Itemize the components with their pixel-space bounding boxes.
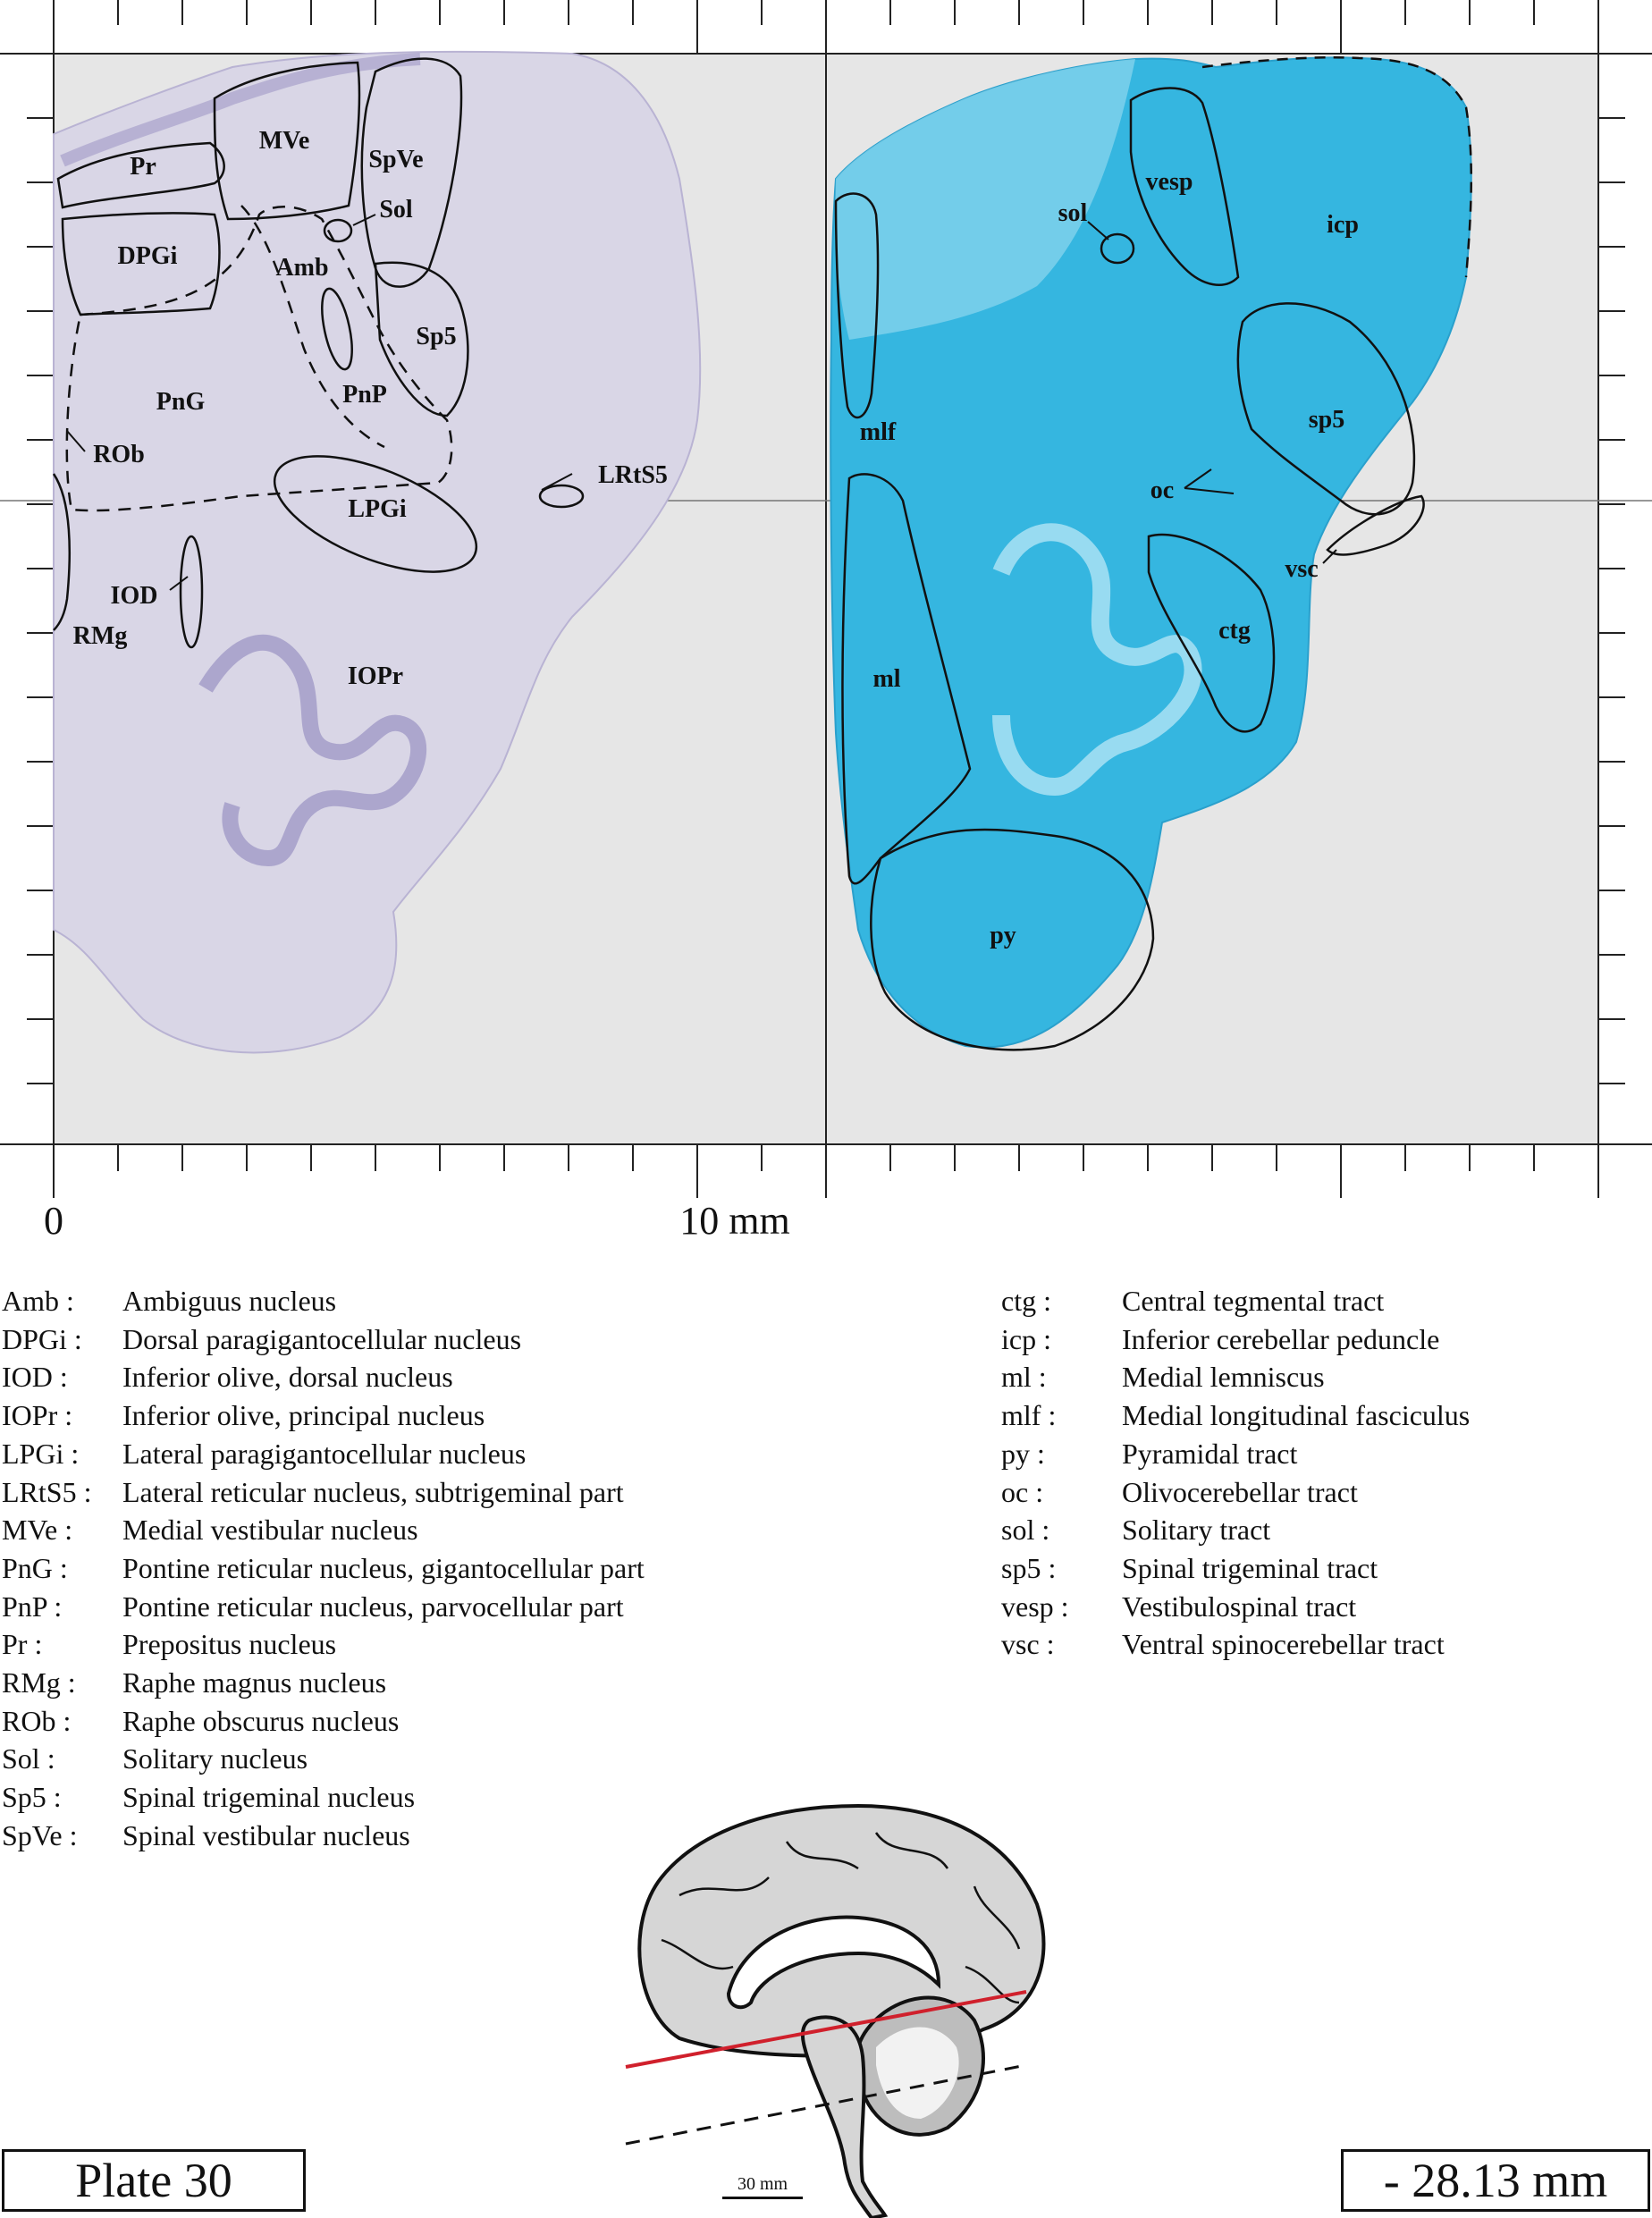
legend-full-name: Medial longitudinal fasciculus xyxy=(1122,1399,1471,1432)
legend-entry xyxy=(1001,1625,1470,1664)
legend-entry xyxy=(2,1588,645,1626)
label-oc: oc xyxy=(1150,476,1175,504)
brain-sagittal-diagram xyxy=(626,1806,1044,2218)
legend-full-name: Inferior olive, dorsal nucleus xyxy=(122,1361,453,1394)
legend-full-name: Pontine reticular nucleus, parvocellular part xyxy=(122,1590,624,1623)
legend-abbreviation: sol : xyxy=(1001,1514,1050,1547)
depth-box: - 28.13 mm xyxy=(1341,2149,1650,2212)
legend-abbreviation: py : xyxy=(1001,1437,1045,1470)
legend-full-name: Raphe obscurus nucleus xyxy=(122,1704,400,1737)
legend-full-name: Spinal trigeminal nucleus xyxy=(122,1781,416,1814)
legend-entry xyxy=(1001,1358,1470,1396)
label-LPGi: LPGi xyxy=(348,495,407,523)
label-sp5: sp5 xyxy=(1308,406,1345,434)
legend-abbreviation: Sp5 : xyxy=(2,1781,62,1814)
legend-full-name: Lateral paragigantocellular nucleus xyxy=(122,1437,527,1470)
legend-entry xyxy=(1001,1396,1470,1435)
legend-full-name: Olivocerebellar tract xyxy=(1122,1475,1358,1508)
legend-abbreviation: icp : xyxy=(1001,1322,1051,1355)
legend-abbreviation: DPGi : xyxy=(2,1322,82,1355)
legend-abbreviation: Amb : xyxy=(2,1285,74,1317)
legend-full-name: Inferior cerebellar peduncle xyxy=(1122,1322,1440,1355)
legend-entry xyxy=(2,1320,645,1359)
legend-abbreviation: ROb : xyxy=(2,1704,72,1737)
label-MVe: MVe xyxy=(258,127,310,155)
legend-entry xyxy=(1001,1588,1470,1626)
legend-abbreviation: mlf : xyxy=(1001,1399,1057,1432)
legend-abbreviation: Pr : xyxy=(2,1628,43,1661)
legend-abbreviation: oc : xyxy=(1001,1475,1044,1508)
legend-left xyxy=(2,1282,645,1855)
legend-entry xyxy=(2,1473,645,1512)
scale-ten-mm: 10 mm xyxy=(679,1199,790,1243)
legend-full-name: Ventral spinocerebellar tract xyxy=(1122,1628,1445,1661)
legend-abbreviation: Sol : xyxy=(2,1742,55,1775)
label-ROb: ROb xyxy=(93,441,145,468)
label-RMg: RMg xyxy=(72,622,128,650)
legend-full-name: Lateral reticular nucleus, subtrigeminal part xyxy=(122,1475,624,1508)
legend-abbreviation: LRtS5 : xyxy=(2,1475,92,1508)
legend-full-name: Dorsal paragigantocellular nucleus xyxy=(122,1322,522,1355)
label-Amb: Amb xyxy=(275,254,329,282)
legend-entry xyxy=(2,1358,645,1396)
legend-entry xyxy=(2,1817,645,1855)
label-PnP: PnP xyxy=(342,381,387,409)
legend-full-name: Solitary tract xyxy=(1122,1514,1271,1547)
legend-abbreviation: sp5 : xyxy=(1001,1551,1057,1584)
label-PnG: PnG xyxy=(156,388,206,416)
label-vsc: vsc xyxy=(1285,555,1319,583)
legend-entry xyxy=(1001,1549,1470,1588)
scale-zero: 0 xyxy=(44,1199,63,1243)
small-scale-bar xyxy=(722,2174,803,2199)
legend-entry xyxy=(2,1549,645,1588)
legend-entry xyxy=(2,1511,645,1549)
legend-entry xyxy=(2,1396,645,1435)
plate-number-box: Plate 30 xyxy=(2,2149,306,2212)
label-Sol: Sol xyxy=(379,196,413,223)
legend-full-name: Medial vestibular nucleus xyxy=(122,1514,418,1547)
label-Sp5: Sp5 xyxy=(416,323,457,350)
legend-full-name: Solitary nucleus xyxy=(122,1742,308,1775)
legend-entry xyxy=(2,1282,645,1320)
legend-entry xyxy=(2,1664,645,1702)
legend-full-name: Ambiguus nucleus xyxy=(122,1285,337,1317)
label-Pr: Pr xyxy=(130,153,156,181)
legend-entry xyxy=(2,1778,645,1817)
label-DPGi: DPGi xyxy=(117,242,178,270)
legend-right xyxy=(1001,1282,1470,1664)
label-sol: sol xyxy=(1058,199,1088,227)
label-mlf: mlf xyxy=(859,418,897,446)
legend-abbreviation: vesp : xyxy=(1001,1590,1069,1623)
legend-abbreviation: IOPr : xyxy=(2,1399,73,1432)
legend-full-name: Spinal vestibular nucleus xyxy=(122,1818,410,1851)
legend-abbreviation: ctg : xyxy=(1001,1285,1051,1317)
legend-abbreviation: LPGi : xyxy=(2,1437,80,1470)
legend-abbreviation: MVe : xyxy=(2,1514,73,1547)
legend-full-name: Pyramidal tract xyxy=(1122,1437,1298,1470)
legend-entry xyxy=(2,1702,645,1741)
legend-entry xyxy=(2,1435,645,1473)
legend-abbreviation: RMg : xyxy=(2,1666,76,1699)
legend-entry xyxy=(1001,1511,1470,1549)
legend-abbreviation: IOD : xyxy=(2,1361,68,1394)
label-IOD: IOD xyxy=(110,582,158,610)
small-scale-label: 30 mm xyxy=(737,2174,788,2194)
legend-entry xyxy=(2,1740,645,1778)
legend-full-name: Pontine reticular nucleus, gigantocellular part xyxy=(122,1551,645,1584)
label-icp: icp xyxy=(1327,211,1359,239)
legend-full-name: Raphe magnus nucleus xyxy=(122,1666,387,1699)
legend-entry xyxy=(1001,1282,1470,1320)
small-scale-line xyxy=(722,2197,803,2199)
label-vesp: vesp xyxy=(1145,168,1193,196)
label-ctg: ctg xyxy=(1218,617,1251,645)
label-ml: ml xyxy=(872,665,901,693)
legend-full-name: Vestibulospinal tract xyxy=(1122,1590,1357,1623)
legend-abbreviation: PnP : xyxy=(2,1590,63,1623)
legend-entry xyxy=(2,1625,645,1664)
label-py: py xyxy=(990,922,1016,949)
label-IOPr: IOPr xyxy=(347,662,404,690)
label-SpVe: SpVe xyxy=(368,146,424,173)
legend-full-name: Central tegmental tract xyxy=(1122,1285,1385,1317)
legend-entry xyxy=(1001,1435,1470,1473)
legend-abbreviation: SpVe : xyxy=(2,1818,78,1851)
legend-entry xyxy=(1001,1473,1470,1512)
label-LRtS5: LRtS5 xyxy=(598,461,668,489)
legend-entry xyxy=(1001,1320,1470,1359)
legend-abbreviation: vsc : xyxy=(1001,1628,1055,1661)
legend-abbreviation: PnG : xyxy=(2,1551,68,1584)
legend-full-name: Spinal trigeminal tract xyxy=(1122,1551,1378,1584)
legend-abbreviation: ml : xyxy=(1001,1361,1047,1394)
legend-full-name: Medial lemniscus xyxy=(1122,1361,1325,1394)
legend-full-name: Prepositus nucleus xyxy=(122,1628,337,1661)
legend-full-name: Inferior olive, principal nucleus xyxy=(122,1399,485,1432)
